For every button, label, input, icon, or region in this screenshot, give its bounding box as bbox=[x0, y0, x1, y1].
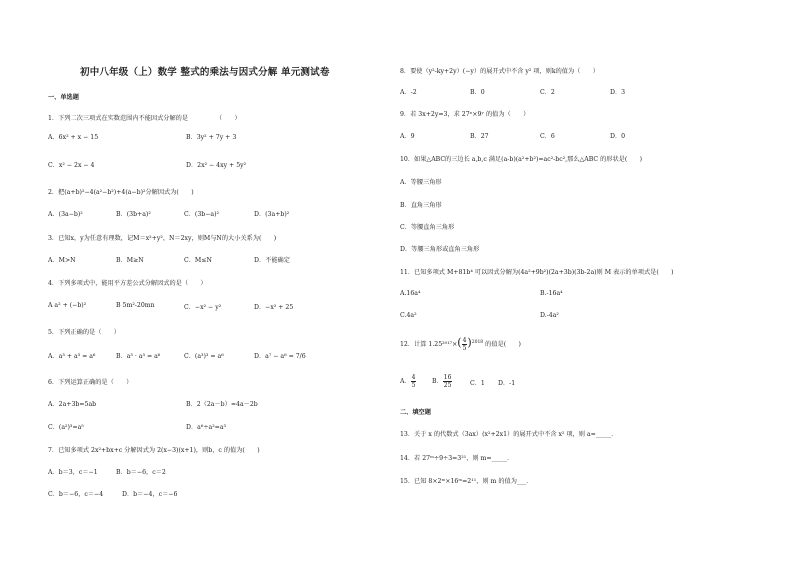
option-a bbox=[400, 374, 416, 389]
question-12-options bbox=[400, 372, 760, 390]
denominator: 5 bbox=[462, 345, 467, 352]
option-b-fraction bbox=[443, 374, 453, 389]
option-a: A．a³ + a³ = a⁶ bbox=[48, 353, 96, 360]
option-a: A．6x² + x − 15 bbox=[48, 134, 99, 141]
numerator: 4 bbox=[411, 374, 416, 381]
section-heading-single-choice: 一、单选题 bbox=[48, 94, 79, 101]
option-d: D.-4a² bbox=[540, 312, 559, 319]
option-a: A.16a⁴ bbox=[400, 290, 421, 297]
question-4: 4．下列多项式中，能用平方差公式分解因式的是（ ） bbox=[48, 280, 207, 287]
question-7: 7．已知多项式 2x²+bx+c 分解因式为 2(x−3)(x+1)，则b，c 的值为( ) bbox=[48, 447, 260, 454]
question-11-options-row2 bbox=[400, 312, 760, 324]
question-7-options-row2 bbox=[48, 489, 386, 501]
question-15: 15．已知 8×2ᵐ×16ᵐ=2¹¹，则 m 的值为___． bbox=[400, 478, 533, 485]
question-7-options-row1 bbox=[48, 467, 386, 479]
option-d: D．3 bbox=[610, 89, 626, 96]
option-c: C．−x² − y² bbox=[184, 304, 222, 311]
question-8-options bbox=[400, 87, 760, 99]
option-a: A．b＝3，c＝−1 bbox=[48, 469, 98, 476]
option-a-label: A． bbox=[400, 378, 411, 385]
denominator: 25 bbox=[443, 382, 452, 389]
option-c: C．6 bbox=[540, 133, 555, 140]
question-2-options bbox=[48, 209, 386, 221]
option-d: D．等腰三角形或直角三角形 bbox=[400, 246, 480, 253]
option-c: C．1 bbox=[470, 380, 485, 387]
option-d: D．0 bbox=[610, 133, 626, 140]
question-14: 14．若 27ᵐ÷9÷3=3²¹，则 m=_____． bbox=[400, 455, 514, 462]
option-a: A a² + (−b)² bbox=[48, 302, 87, 309]
question-9-options bbox=[400, 131, 760, 143]
question-6: 6．下列运算正确的是（ ） bbox=[48, 379, 133, 386]
question-3: 3．已知x，y为任意有理数，记M＝x²+y²，N＝2xy，则M与N的大小关系为( ) bbox=[48, 235, 277, 242]
section-heading-fill-in: 二、填空题 bbox=[400, 409, 431, 416]
option-a: A．9 bbox=[400, 133, 415, 140]
question-12-stem-post: 的值是( ) bbox=[483, 341, 521, 348]
option-c: C．(3b−a)² bbox=[184, 211, 220, 218]
question-8: 8．要使（y²-ky+2y）(−y）的展开式中不含 y² 项，则k的值为（ ） bbox=[400, 68, 599, 75]
numerator: 16 bbox=[443, 374, 452, 381]
option-d: D．a⁷ − a⁶ = 7/6 bbox=[254, 353, 306, 360]
option-c: C．b＝−6，c＝−4 bbox=[48, 491, 104, 498]
question-9: 9．若 3x+2y=3，求 27ˣ×9ʸ 的值为（ ） bbox=[400, 111, 530, 118]
option-b: B．a³ · a³ = a⁶ bbox=[116, 353, 161, 360]
option-d: D．b＝−4，c＝−6 bbox=[122, 491, 178, 498]
option-d: D．2x² − 4xy + 5y² bbox=[186, 162, 247, 169]
option-c: C．2 bbox=[540, 89, 555, 96]
option-d: D．(3a+b)² bbox=[254, 211, 290, 218]
option-c: C．(a²)³=a⁵ bbox=[48, 424, 84, 431]
question-6-options-row1 bbox=[48, 399, 386, 411]
option-c: C．M≤N bbox=[184, 257, 212, 264]
option-b: B．b＝−6，c＝2 bbox=[116, 469, 166, 476]
question-12-stem-pre: 12．计算 1.25²⁰¹⁷× bbox=[400, 341, 458, 348]
option-a: A．等腰三角形 bbox=[400, 179, 442, 186]
option-d: D．不能确定 bbox=[254, 257, 290, 264]
question-11: 11．已知多项式 M+81b⁴ 可以因式分解为(4a²+9b²)(2a+3b)(3b-2a)则 M 表示的单项式是( ) bbox=[400, 269, 674, 276]
question-5: 5．下列正确的是（ ） bbox=[48, 329, 120, 336]
question-1-options-row2 bbox=[48, 160, 386, 172]
option-d: D．a⁶÷a²=a³ bbox=[186, 424, 227, 431]
option-b: B.-16a⁴ bbox=[540, 290, 563, 297]
question-12-exponent: 2018 bbox=[471, 339, 484, 345]
option-d: D．−x² + 25 bbox=[254, 304, 294, 311]
option-b: B．27 bbox=[470, 133, 489, 140]
page-title: 初中八年级（上）数学 整式的乘法与因式分解 单元测试卷 bbox=[80, 67, 330, 78]
question-3-options bbox=[48, 255, 386, 267]
right-paren: ) bbox=[467, 336, 472, 349]
option-b: B．M≥N bbox=[116, 257, 144, 264]
option-c: C.4a² bbox=[400, 312, 417, 319]
option-b: B 5m²-20mn bbox=[116, 302, 155, 309]
option-b: B．直角三角形 bbox=[400, 202, 442, 209]
option-b: B．3y² + 7y + 3 bbox=[186, 134, 237, 141]
option-b-label: B． bbox=[432, 378, 443, 385]
option-b bbox=[432, 374, 452, 389]
option-a: A．2a+3b=5ab bbox=[48, 401, 97, 408]
question-2: 2．把(a+b)²−4(a²−b²)+4(a−b)²分解因式为( ) bbox=[48, 189, 194, 196]
question-4-options bbox=[48, 302, 386, 314]
option-c: C．等腰直角三角形 bbox=[400, 224, 455, 231]
option-a-fraction bbox=[411, 374, 417, 389]
question-1: 1．下列二次三项式在实数范围内不能因式分解的是 （ ） bbox=[48, 115, 241, 122]
option-b: B．2（2a－b）=4a－2b bbox=[186, 401, 258, 408]
option-a: A．-2 bbox=[400, 89, 417, 96]
option-b: B．0 bbox=[470, 89, 485, 96]
question-1-options-row1 bbox=[48, 132, 386, 144]
option-c: C．(a³)³ = a⁶ bbox=[184, 353, 224, 360]
left-paren: ( bbox=[457, 336, 462, 349]
denominator: 5 bbox=[411, 382, 416, 389]
question-6-options-row2 bbox=[48, 422, 386, 434]
question-12 bbox=[400, 336, 521, 352]
option-b: B．(3b+a)² bbox=[116, 211, 151, 218]
question-10: 10．如果△ABC的三边长 a,b,c 满足(a-b)(a²+b²)=ac²-bc²,那么△ABC 的形状是( ) bbox=[400, 156, 643, 163]
option-a: A．M>N bbox=[48, 257, 76, 264]
question-11-options-row1 bbox=[400, 290, 760, 302]
option-d: D．-1 bbox=[498, 380, 516, 387]
option-a: A．(3a−b)² bbox=[48, 211, 83, 218]
question-13: 13．关于 x 的代数式（3ax）(x²+2x1）的展开式中不含 x² 项，则 a=_____． bbox=[400, 431, 618, 438]
numerator: 4 bbox=[462, 337, 467, 344]
question-5-options bbox=[48, 351, 386, 363]
option-c: C．x² − 2x − 4 bbox=[48, 162, 95, 169]
